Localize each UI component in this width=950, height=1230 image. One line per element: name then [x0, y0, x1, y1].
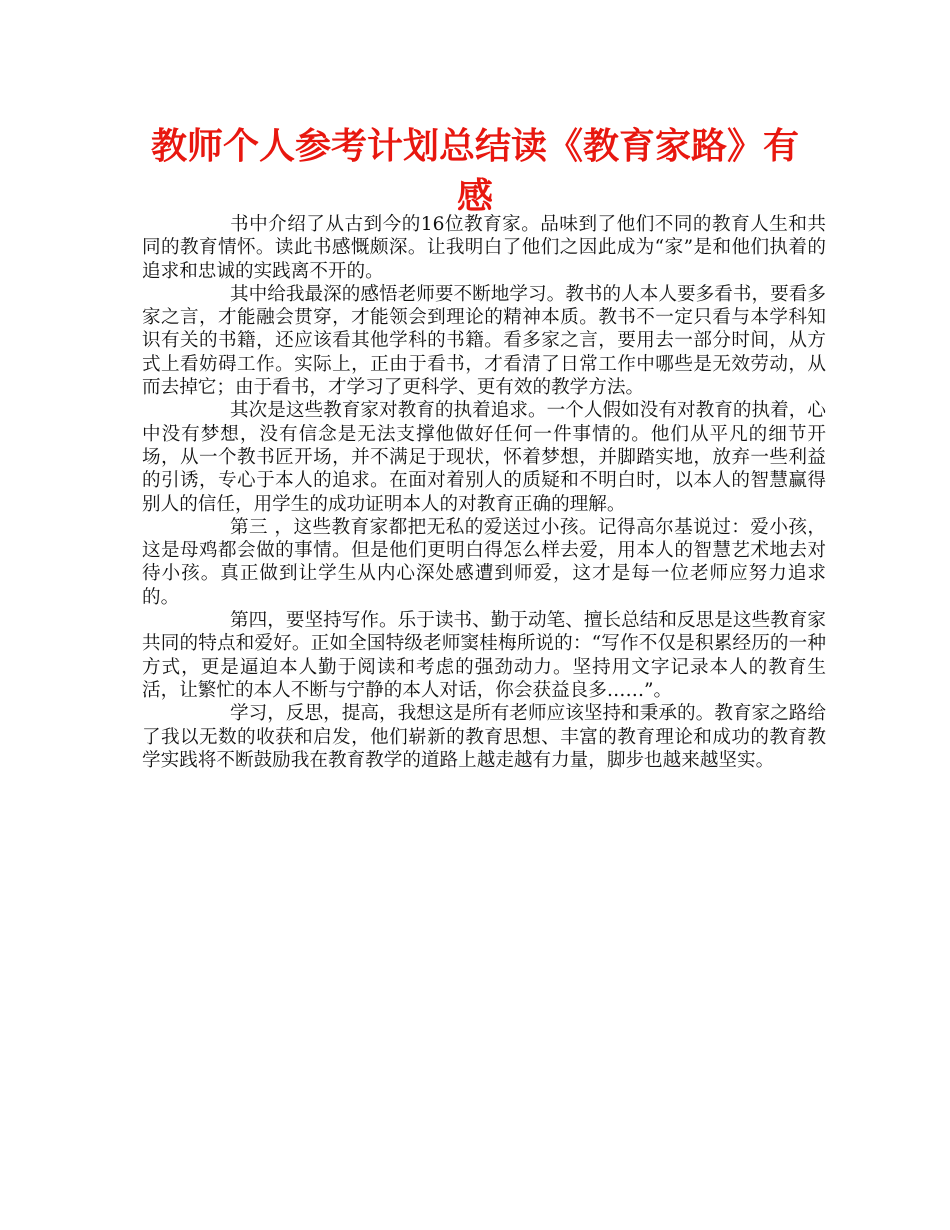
paragraph: 书中介绍了从古到今的16位教育家。品味到了他们不同的教育人生和共同的教育情怀。读此书感慨颇深。让我明白了他们之因此成为“家”是和他们执着的追求和忠诚的实践离不开的。	[142, 214, 826, 282]
paragraph: 学习，反思，提高，我想这是所有老师应该坚持和秉承的。教育家之路给了我以无数的收获和启发，他们崭新的教育思想、丰富的教育理论和成功的教育教学实践将不断鼓励我在教育教学的道路上越走越有力量，脚步也越来越坚实。	[142, 703, 826, 771]
paragraph: 第三 ，这些教育家都把无私的爱送过小孩。记得高尔基说过：爱小孩，这是母鸡都会做的事情。但是他们更明白得怎么样去爱，用本人的智慧艺术地去对待小孩。真正做到让学生从内心深处感遭到师爱，这才是每一位老师应努力追求的。	[142, 516, 826, 608]
paragraph: 第四，要坚持写作。乐于读书、勤于动笔、擅长总结和反思是这些教育家共同的特点和爱好。正如全国特级老师窦桂梅所说的：“写作不仅是积累经历的一种方式，更是逼迫本人勤于阅读和考虑的强劲动力。坚持用文字记录本人的教育生活，让繁忙的本人不断与宁静的本人对话，你会获益良多……”。	[142, 610, 826, 701]
document-title: 教师个人参考计划总结读《教育家路》有感	[150, 126, 799, 217]
document-body	[142, 213, 826, 772]
paragraph: 其次是这些教育家对教育的执着追求。一个人假如没有对教育的执着，心中没有梦想，没有信念是无法支撑他做好任何一件事情的。他们从平凡的细节开场，从一个教书匠开场，并不满足于现状，怀着梦想，并脚踏实地，放弃一些利益的引诱，专心于本人的追求。在面对着别人的质疑和不明白时，以本人的智慧赢得别人的信任，用学生的成功证明本人的对教育正确的理解。	[142, 400, 826, 515]
paragraph: 其中给我最深的感悟老师要不断地学习。教书的人本人要多看书，要看多家之言，才能融会贯穿，才能领会到理论的精神本质。教书不一定只看与本学科知识有关的书籍，还应该看其他学科的书籍。看多家之言，要用去一部分时间，从方式上看妨碍工作。实际上，正由于看书，才看清了日常工作中哪些是无效劳动，从而去掉它；由于看书，才学习了更科学、更有效的教学方法。	[142, 283, 826, 399]
